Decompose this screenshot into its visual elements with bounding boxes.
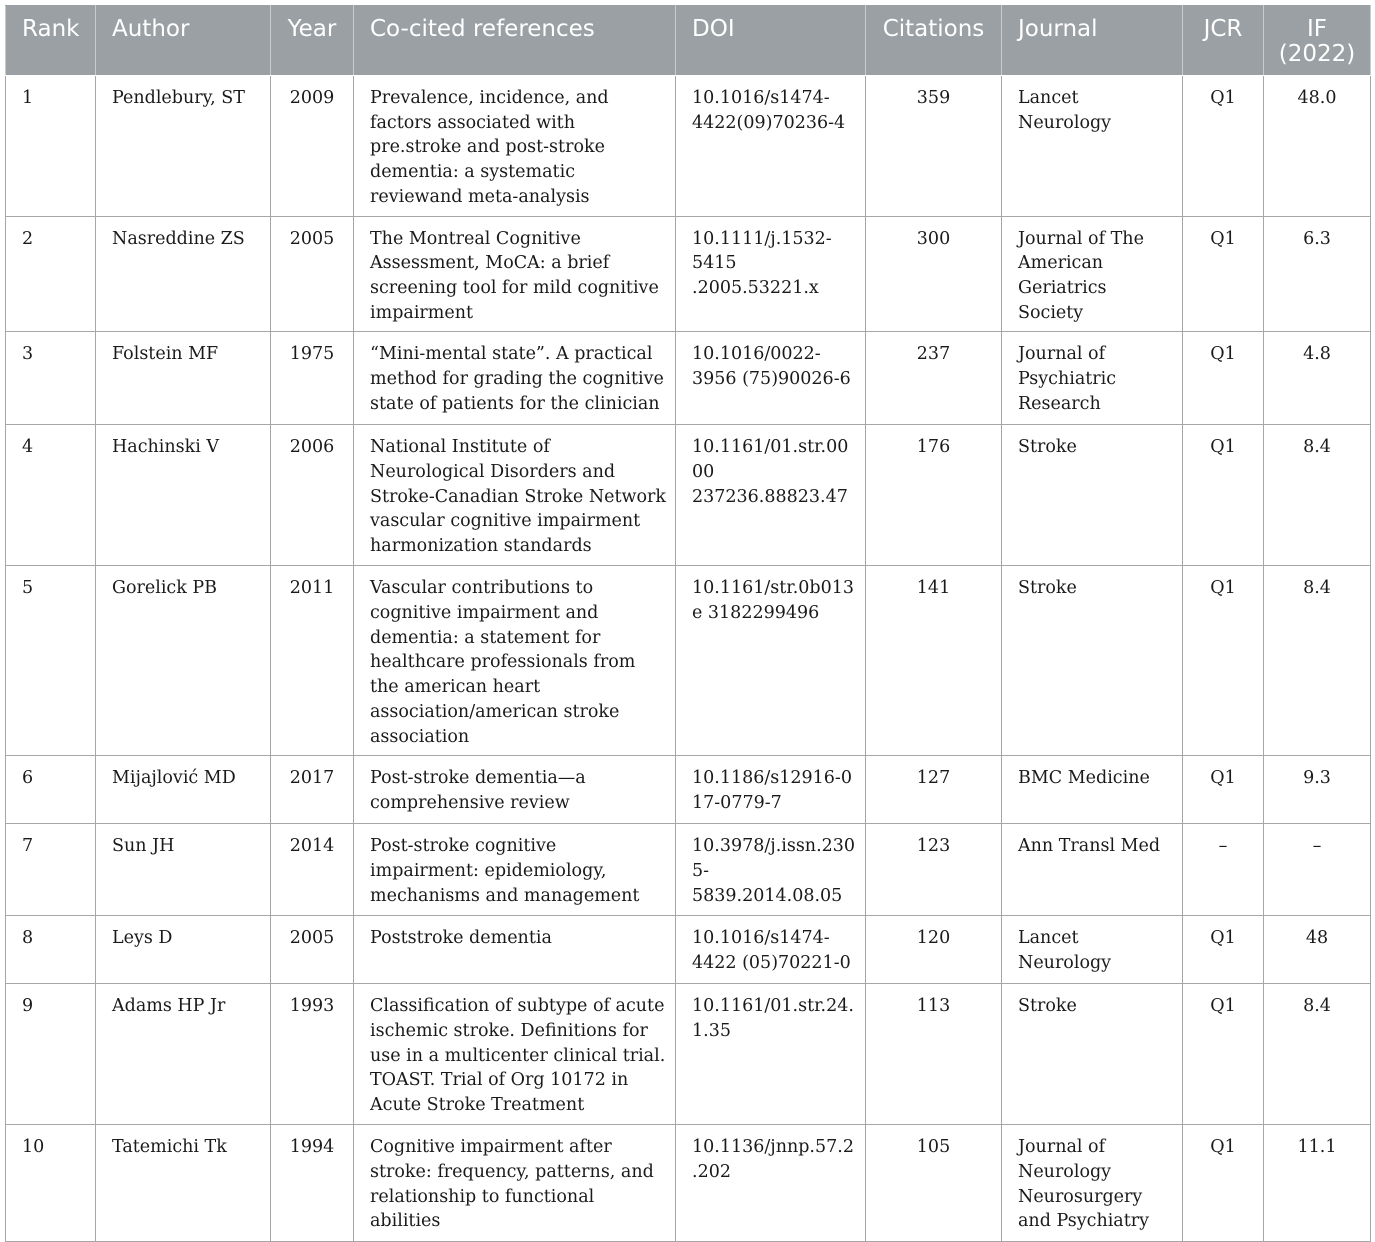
cell-co-cited-reference: Vascular contributions to cognitive impairment and dementia: a statement for healthcare professionals from the american heart association/american stroke association: [354, 566, 676, 756]
cell-author: Adams HP Jr: [96, 984, 271, 1125]
header-if: IF (2022): [1264, 6, 1371, 76]
cell-citations: 141: [866, 566, 1002, 756]
header-doi: DOI: [676, 6, 866, 76]
cell-year: 2006: [271, 425, 354, 566]
cell-journal: BMC Medicine: [1002, 756, 1183, 824]
cell-if: 6.3: [1264, 216, 1371, 332]
cell-year: 1975: [271, 332, 354, 425]
cell-year: 2005: [271, 916, 354, 984]
cell-year: 1994: [271, 1125, 354, 1242]
cell-co-cited-reference: Post-stroke cognitive impairment: epidemiology, mechanisms and management: [354, 824, 676, 916]
cell-journal: Journal of Neurology Neurosurgery and Psychiatry: [1002, 1125, 1183, 1242]
table-row: [6, 332, 1371, 425]
cell-jcr: Q1: [1183, 332, 1264, 425]
header-citations: Citations: [866, 6, 1002, 76]
cell-journal: Stroke: [1002, 566, 1183, 756]
cell-if: 8.4: [1264, 566, 1371, 756]
cell-co-cited-reference: Prevalence, incidence, and factors associated with pre.stroke and post-stroke dementia: a systematic reviewand meta-analysis: [354, 76, 676, 217]
cell-rank: 9: [6, 984, 96, 1125]
cell-journal: Journal of Psychiatric Research: [1002, 332, 1183, 425]
cell-jcr: Q1: [1183, 76, 1264, 217]
cell-rank: 7: [6, 824, 96, 916]
cell-co-cited-reference: Poststroke dementia: [354, 916, 676, 984]
table-row: [6, 216, 1371, 332]
cell-jcr: Q1: [1183, 216, 1264, 332]
table-row: [6, 425, 1371, 566]
cell-citations: 359: [866, 76, 1002, 217]
cell-jcr: Q1: [1183, 756, 1264, 824]
cell-journal: Stroke: [1002, 984, 1183, 1125]
cell-co-cited-reference: Classification of subtype of acute ischemic stroke. Definitions for use in a multicenter clinical trial. TOAST. Trial of Org 10172 in Acute Stroke Treatment: [354, 984, 676, 1125]
cell-if: 4.8: [1264, 332, 1371, 425]
cell-journal: Journal of The American Geriatrics Society: [1002, 216, 1183, 332]
cell-journal: Stroke: [1002, 425, 1183, 566]
cell-doi: 10.1111/j.1532-5415 .2005.53221.x: [676, 216, 866, 332]
cell-doi: 10.3978/j.issn.2305-5839.2014.08.05: [676, 824, 866, 916]
header-year: Year: [271, 6, 354, 76]
cell-doi: 10.1136/jnnp.57.2.202: [676, 1125, 866, 1242]
cell-author: Mijajlović MD: [96, 756, 271, 824]
table-row: [6, 984, 1371, 1125]
cell-jcr: Q1: [1183, 984, 1264, 1125]
cell-jcr: Q1: [1183, 425, 1264, 566]
cell-doi: 10.1016/s1474-4422 (05)70221-0: [676, 916, 866, 984]
cell-if: 8.4: [1264, 984, 1371, 1125]
cell-if: 9.3: [1264, 756, 1371, 824]
cell-citations: 176: [866, 425, 1002, 566]
cell-if: 48.0: [1264, 76, 1371, 217]
cell-jcr: Q1: [1183, 1125, 1264, 1242]
cell-citations: 237: [866, 332, 1002, 425]
cell-co-cited-reference: “Mini-mental state”. A practical method for grading the cognitive state of patients for the clinician: [354, 332, 676, 425]
cell-citations: 105: [866, 1125, 1002, 1242]
cell-rank: 5: [6, 566, 96, 756]
cell-author: Folstein MF: [96, 332, 271, 425]
cell-if: 11.1: [1264, 1125, 1371, 1242]
header-row: [6, 6, 1371, 76]
cell-citations: 120: [866, 916, 1002, 984]
cell-co-cited-reference: Cognitive impairment after stroke: frequency, patterns, and relationship to functional abilities: [354, 1125, 676, 1242]
cell-journal: Lancet Neurology: [1002, 76, 1183, 217]
cell-rank: 3: [6, 332, 96, 425]
cell-rank: 6: [6, 756, 96, 824]
cell-year: 2014: [271, 824, 354, 916]
cell-journal: Lancet Neurology: [1002, 916, 1183, 984]
cell-author: Pendlebury, ST: [96, 76, 271, 217]
cell-rank: 1: [6, 76, 96, 217]
cell-author: Gorelick PB: [96, 566, 271, 756]
header-jcr: JCR: [1183, 6, 1264, 76]
table-row: [6, 566, 1371, 756]
cell-doi: 10.1161/01.str.0000 237236.88823.47: [676, 425, 866, 566]
cell-citations: 300: [866, 216, 1002, 332]
cell-year: 2005: [271, 216, 354, 332]
cell-if: 48: [1264, 916, 1371, 984]
cell-rank: 4: [6, 425, 96, 566]
table-row: [6, 1125, 1371, 1242]
cell-citations: 113: [866, 984, 1002, 1125]
cell-journal: Ann Transl Med: [1002, 824, 1183, 916]
cell-rank: 2: [6, 216, 96, 332]
cell-co-cited-reference: Post-stroke dementia—a comprehensive review: [354, 756, 676, 824]
cell-doi: 10.1016/s1474-4422(09)70236-4: [676, 76, 866, 217]
cell-if: –: [1264, 824, 1371, 916]
cell-if: 8.4: [1264, 425, 1371, 566]
table-row: [6, 756, 1371, 824]
table-row: [6, 76, 1371, 217]
cell-author: Tatemichi Tk: [96, 1125, 271, 1242]
header-journal: Journal: [1002, 6, 1183, 76]
cell-co-cited-reference: National Institute of Neurological Disorders and Stroke-Canadian Stroke Network vascular cognitive impairment harmonization standards: [354, 425, 676, 566]
table-row: [6, 824, 1371, 916]
cell-doi: 10.1016/0022-3956 (75)90026-6: [676, 332, 866, 425]
cell-doi: 10.1186/s12916-0 17-0779-7: [676, 756, 866, 824]
cell-co-cited-reference: The Montreal Cognitive Assessment, MoCA: a brief screening tool for mild cognitive impairment: [354, 216, 676, 332]
cell-author: Sun JH: [96, 824, 271, 916]
header-author: Author: [96, 6, 271, 76]
cell-year: 2009: [271, 76, 354, 217]
cell-year: 1993: [271, 984, 354, 1125]
cell-jcr: Q1: [1183, 916, 1264, 984]
cell-author: Hachinski V: [96, 425, 271, 566]
cell-citations: 123: [866, 824, 1002, 916]
cell-author: Nasreddine ZS: [96, 216, 271, 332]
table-row: [6, 916, 1371, 984]
header-co-cited-references: Co-cited references: [354, 6, 676, 76]
header-rank: Rank: [6, 6, 96, 76]
cell-year: 2011: [271, 566, 354, 756]
cell-doi: 10.1161/01.str.24.1.35: [676, 984, 866, 1125]
table-body: [6, 76, 1371, 1242]
cell-jcr: Q1: [1183, 566, 1264, 756]
cell-rank: 8: [6, 916, 96, 984]
cell-citations: 127: [866, 756, 1002, 824]
co-cited-references-table: [5, 5, 1371, 1242]
cell-doi: 10.1161/str.0b013e 3182299496: [676, 566, 866, 756]
cell-rank: 10: [6, 1125, 96, 1242]
cell-year: 2017: [271, 756, 354, 824]
cell-jcr: –: [1183, 824, 1264, 916]
cell-author: Leys D: [96, 916, 271, 984]
